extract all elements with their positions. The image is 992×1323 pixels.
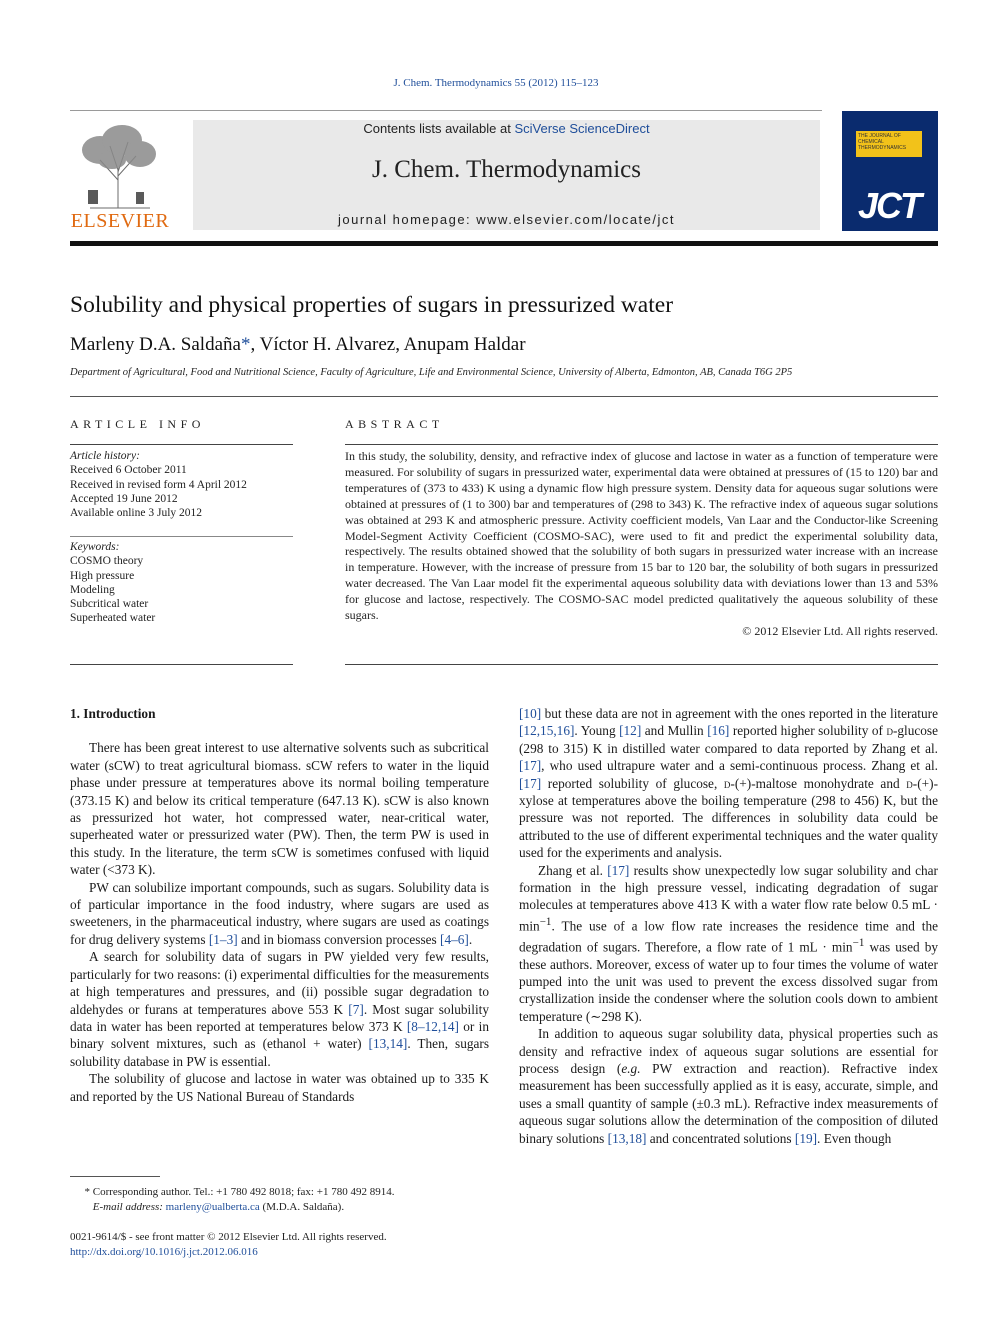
author-list [70, 334, 526, 356]
superscript: −1 [852, 936, 865, 949]
corresponding-footnote [70, 1185, 489, 1200]
body-right-column [519, 705, 938, 1147]
text-run: , who used ultrapure water and a semi-continuous process. Zhang et al. [541, 758, 938, 774]
paragraph [519, 1025, 938, 1147]
citation-link[interactable]: [12,15,16] [519, 723, 575, 739]
citation-link[interactable]: [16] [707, 723, 730, 739]
text-run: and in biomass conversion processes [237, 931, 441, 947]
citation-link[interactable]: [1–3] [208, 931, 238, 947]
affiliation: Department of Agricultural, Food and Nutritional Science, Faculty of Agriculture, Life and Environmental Science, University of Alberta, Edmonton, AB, Canada T6G 2P5 [70, 367, 793, 378]
citation-link[interactable]: [8–12,14] [406, 1018, 459, 1034]
text-run: and Mullin [641, 723, 708, 739]
history-item: Received 6 October 2011 [70, 464, 187, 477]
keyword: COSMO theory [70, 555, 144, 568]
abstract-bottom-rule [345, 664, 938, 665]
body-left-column [70, 705, 489, 1105]
affiliation-rule [70, 396, 938, 397]
cover-jct-logo: JCT [858, 185, 921, 226]
small-caps-prefix: d [906, 775, 913, 791]
article-title: Solubility and physical properties of sugars in pressurized water [70, 292, 674, 318]
info-bottom-rule [70, 664, 293, 665]
journal-homepage[interactable]: journal homepage: www.elsevier.com/locate/jct [337, 212, 676, 227]
text-run: . The use of a low flow rate increases the residence time and the degradation of sugars. Therefore, a flow rate of 1 mL · min [519, 918, 938, 955]
paragraph [70, 948, 489, 1070]
tree-icon [70, 120, 170, 212]
citation-link[interactable]: [4–6] [440, 931, 469, 947]
citation-link[interactable]: [19] [794, 1130, 818, 1146]
issn-line: 0021-9614/$ - see front matter © 2012 Elsevier Ltd. All rights reserved. [70, 1231, 387, 1243]
journal-citation[interactable]: J. Chem. Thermodynamics 55 (2012) 115–123 [393, 77, 599, 89]
sciencedirect-link[interactable]: SciVerse ScienceDirect [514, 121, 650, 136]
text-run: but these data are not in agreement with the ones reported in the literature [541, 706, 938, 721]
abstract-rule [345, 444, 938, 445]
citation-link[interactable]: [13,18] [607, 1130, 647, 1146]
citation-link[interactable]: [7] [348, 1001, 364, 1017]
history-label: Article history: [70, 450, 140, 462]
text-run: . [468, 931, 473, 947]
keywords [70, 540, 293, 626]
keyword: Subcritical water [70, 598, 149, 611]
article-info-heading: ARTICLE INFO [70, 417, 205, 431]
doi-link[interactable]: http://dx.doi.org/10.1016/j.jct.2012.06.016 [70, 1246, 258, 1258]
contents-prefix: Contents lists available at [363, 121, 515, 136]
text-run: PW extraction and reaction). Refractive index measurement has been successfully applied as it is easy, accurate, simple, and uses a small quantity of sample (±0.3 mL). Refractive index measurements of aqueous sugar solutions allow the determination of the composition of diluted binary solutions [519, 1060, 938, 1146]
keyword: High pressure [70, 569, 135, 582]
email-link[interactable]: marleny@ualberta.ca [165, 1201, 260, 1213]
abstract-body [345, 449, 938, 640]
keywords-rule [70, 536, 293, 537]
paragraph [519, 705, 938, 862]
footnote-mark: * [84, 1186, 90, 1198]
history-item: Available online 3 July 2012 [70, 507, 203, 520]
history-item: Accepted 19 June 2012 [70, 492, 178, 505]
text-run: . Even though [817, 1130, 892, 1146]
issn-block [70, 1230, 570, 1260]
elsevier-wordmark: ELSEVIER [70, 210, 170, 232]
text-run: . Young [574, 723, 620, 739]
paragraph: The solubility of glucose and lactose in water was obtained up to 335 K and reported by the US National Bureau of Standards [70, 1071, 489, 1104]
paragraph: There has been great interest to use alternative solvents such as subcritical water (sCW) to treat agricultural biomass. sCW refers to water in the liquid phase under pressure at temperatures above its normal boiling temperature (373.15 K) and below its critical temperature (647.13 K). sCW is also known as pressurized hot water, hot compressed water, near-critical water, superheated water or pressurized water (PW). Then, the term PW is used in this study. In the literature, the term sCW is sometimes confused with liquid water (<373 K). [70, 740, 489, 878]
paragraph [519, 862, 938, 1026]
citation-link[interactable]: [17] [607, 862, 630, 878]
citation-link[interactable]: [10] [519, 706, 542, 721]
citation-link[interactable]: [12] [619, 723, 642, 739]
contents-line [193, 121, 820, 136]
citation-link[interactable]: [13,14] [368, 1036, 408, 1052]
email-suffix: (M.D.A. Saldaña). [259, 1201, 345, 1213]
footnote-rule [70, 1176, 160, 1177]
text-run: A search for solubility data of sugars in PW yielded very few results, particularly for two reasons: (i) experimental difficulties for the measurements at high temperatures and pressures, and (ii) possible sugar degradation to aldehydes or furans at temperatures above 553 K [70, 949, 489, 1017]
small-caps-prefix: d [723, 775, 731, 791]
citation-link[interactable]: [17] [519, 775, 542, 791]
corresponding-text: Corresponding author. Tel.: +1 780 492 8018; fax: +1 780 492 8914. [92, 1186, 395, 1198]
section-heading: 1. Introduction [70, 706, 156, 721]
italic-run: e.g. [621, 1060, 641, 1076]
text-run: and concentrated solutions [646, 1130, 795, 1146]
text-run: reported solubility of glucose, [541, 775, 724, 791]
email-label: E-mail address: [92, 1201, 163, 1213]
abstract-text: In this study, the solubility, density, and refractive index of glucose and lactose in water as a function of temperature were measured. For solubility of sugars in pressurized water, experimental data were obtained at pressures of (15 to 120) bar and temperatures of (373 to 433) K using a dynamic flow high pressure system. Density data for aqueous sugar solutions were obtained at pressures of (1 to 300) bar and temperatures of (298 to 343) K. The refractive index of aqueous sugar solutions was obtained at 293 K and atmospheric pressure. Activity coefficient models, Van Laar and the Conductor-like Screening Model-Segment Activity Coefficient (COSMO-SAC), were used to fit and predict the experimental solubility data, respectively. The results obtained showed that the solubility of both sugars in pressurized water increase with an increase in temperature. However, with the increase of pressure from 15 bar to 120 bar, the solubility of both sugars in pressurized water decreased. The Van Laar model fit the experimental aqueous solubility data with deviations lower than 13 and 53% for glucose and lactose, respectively. The COSMO-SAC model predicted qualitatively the aqueous solubility of these sugars. [345, 449, 938, 623]
text-run: . Most sugar solubility data in water has been reported at temperatures below 373 K [70, 1001, 489, 1034]
text-run: PW can solubilize important compounds, such as sugars. Solubility data is of particular importance in the food industry, where sugars are used as sweeteners, in the pharmaceutical industry, where sugars are used as coatings for drug delivery systems [70, 879, 489, 947]
text-run: In addition to aqueous sugar solubility data, physical properties such as density and refractive index of aqueous sugar solutions are essential for process design ( [519, 1026, 938, 1076]
text-run: or in binary solvent mixtures, such as (ethanol + water) [70, 1018, 489, 1052]
text-run: was used by these authors. Moreover, excess of water up to four times the volume of water pumped into the unit was used to prevent the excess dissolved sugar from crystallization inside the condenser where the solution cools down to ambient temperature (∼298 K). [519, 939, 938, 1024]
corresponding-author-mark[interactable]: * [240, 334, 251, 355]
text-run: -glucose (298 to 315) K in distilled water compared to data reported by Zhang et al. [519, 723, 938, 756]
author-rest: , Víctor H. Alvarez, Anupam Haldar [250, 334, 526, 355]
text-run: Zhang et al. [538, 862, 608, 878]
paragraph [70, 879, 489, 949]
text-run: reported higher solubility of [729, 723, 887, 739]
header-thick-rule [70, 241, 938, 246]
abstract-copyright: © 2012 Elsevier Ltd. All rights reserved. [742, 623, 938, 638]
footnote [70, 1185, 489, 1215]
citation-link[interactable]: [17] [519, 758, 542, 774]
text-run: -(+)-maltose monohydrate and [730, 775, 907, 791]
article-history [70, 449, 293, 520]
cover-title-block: THE JOURNAL OF CHEMICAL THERMODYNAMICS [856, 131, 922, 157]
author-main: Marleny D.A. Saldaña [70, 334, 241, 355]
header-rule [70, 110, 822, 111]
journal-name: J. Chem. Thermodynamics [372, 156, 641, 183]
text-run: results show unexpectedly low sugar solubility and char formation in the high pressure vessel, indicating degradation of sugar molecules at temperatures above 413 K with a water flow rate below 0.5 mL · min [519, 862, 938, 934]
keyword: Modeling [70, 583, 115, 596]
small-caps-prefix: d [886, 723, 893, 739]
keyword: Superheated water [70, 612, 156, 625]
email-line [70, 1200, 489, 1215]
text-run: . Then, sugars solubility database in PW is essential. [70, 1036, 489, 1069]
history-item: Received in revised form 4 April 2012 [70, 478, 247, 491]
keywords-label: Keywords: [70, 541, 120, 553]
text-run: -(+)-xylose at temperatures above the boiling temperature (298 to 456) K, but the pressure was not reported. The differences in solubility data could be attributed to the use of different experimental techniques and the water quality used for the experiments and analysis. [519, 775, 938, 861]
article-info-rule [70, 444, 293, 445]
superscript: −1 [539, 915, 552, 928]
abstract-heading: ABSTRACT [345, 417, 444, 431]
